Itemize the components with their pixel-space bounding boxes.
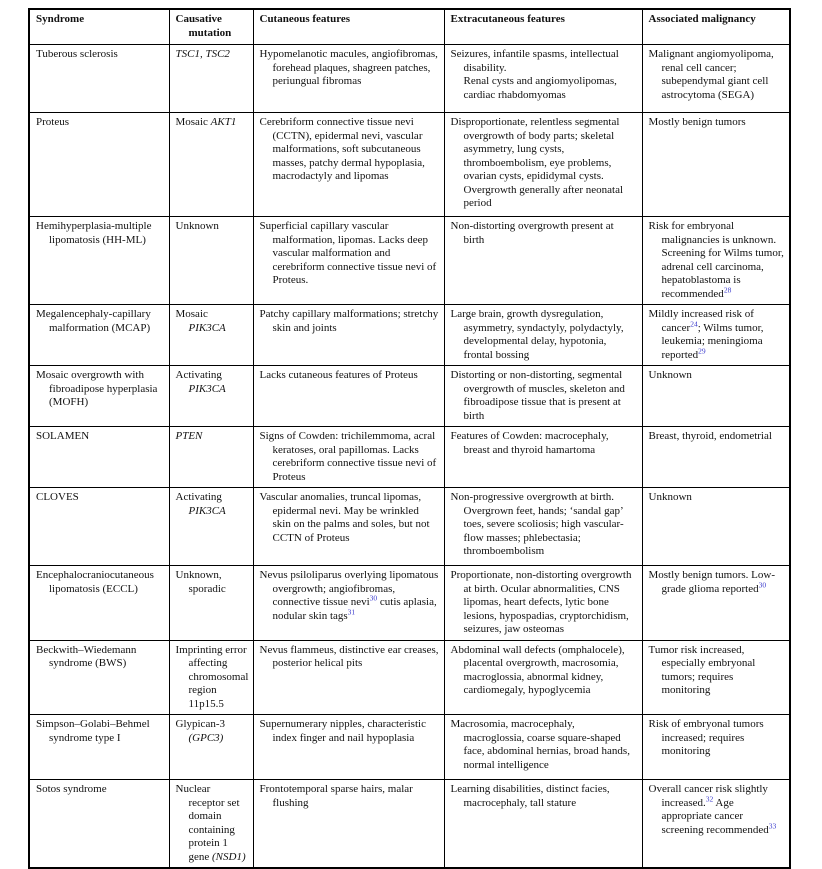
cell-malignancy [642, 566, 790, 641]
cell-mutation [169, 488, 253, 566]
cell-malignancy [642, 305, 790, 366]
cell-text: CLOVES [36, 491, 79, 503]
cell-syndrome [29, 640, 169, 715]
cell-cutaneous [253, 427, 444, 488]
cell-mutation [169, 366, 253, 427]
cell-malignancy [642, 780, 790, 869]
cell-text: Supernumerary nipples, characteristic index finger and nail hypoplasia [259, 718, 426, 744]
gene-name: PIK3CA [188, 382, 226, 395]
cell-extracutaneous [444, 566, 642, 641]
cell-cutaneous [253, 640, 444, 715]
cell-text: Nuclear receptor set domain containing protein 1 gene [175, 783, 240, 863]
cell-text: SOLAMEN [36, 430, 90, 442]
cell-text: Glypican-3 [175, 718, 225, 730]
cell-text: Simpson–Golabi–Behmel syndrome type I [36, 718, 150, 744]
table-row [29, 488, 790, 566]
cell-extracutaneous [444, 366, 642, 427]
cell-text: Overgrowth generally after neonatal period [463, 183, 624, 209]
cell-cutaneous [253, 45, 444, 113]
cell-text: Encephalocraniocutaneous lipomatosis (ECCL) [36, 569, 154, 595]
cell-text: Non-distorting overgrowth present at birth [450, 220, 614, 246]
cell-cutaneous [253, 305, 444, 366]
cell-text: ; Wilms tumor, leukemia; meningioma reported [661, 321, 764, 361]
cell-text: Mosaic overgrowth with fibroadipose hyperplasia (MOFH) [36, 369, 158, 408]
cell-mutation [169, 566, 253, 641]
cell-text: Megalencephaly-capillary malformation (MCAP) [36, 308, 151, 334]
table-row [29, 45, 790, 113]
cell-cutaneous [253, 113, 444, 217]
cell-extracutaneous [444, 780, 642, 869]
cell-text: Activating [175, 369, 222, 381]
cell-text: Overall cancer risk slightly increased. [648, 783, 768, 809]
cell-syndrome [29, 113, 169, 217]
col-header-extracutaneous-features: Extracutaneous features [444, 9, 642, 45]
cell-text: Overgrown feet, hands; ‘sandal gap’ toes, severe scoliosis; high vascular-flow masses; phlebectasia; thromboembolism [463, 504, 624, 557]
cell-text: Beckwith–Wiedemann syndrome (BWS) [36, 643, 137, 669]
cell-cutaneous [253, 366, 444, 427]
gene-name: (GPC3) [188, 731, 224, 744]
cell-mutation [169, 45, 253, 113]
citation-ref[interactable]: 24 [690, 318, 698, 328]
citation-ref[interactable]: 28 [723, 284, 732, 294]
cell-cutaneous [253, 715, 444, 780]
gene-name: (NSD1) [212, 850, 246, 863]
cell-mutation [169, 780, 253, 869]
cell-text: Patchy capillary malformations; stretchy skin and joints [259, 308, 439, 334]
cell-text: Lacks cutaneous features of Proteus [259, 369, 418, 381]
cell-text: Renal cysts and angiomyolipomas, cardiac rhabdomyomas [463, 75, 617, 101]
cell-malignancy [642, 488, 790, 566]
cell-text: Macrosomia, macrocephaly, macroglossia, coarse square-shaped face, abdominal hernias, broad hands, normal intelligence [450, 718, 630, 771]
cell-text: Mosaic [175, 116, 211, 128]
cell-text: Mildly increased risk of cancer [648, 308, 754, 334]
cell-text: Age appropriate cancer screening recommended [661, 796, 769, 836]
cell-text: Nevus psiloliparus overlying lipomatous overgrowth; angiofibromas, connective tissue nevi [259, 569, 439, 608]
cell-mutation [169, 217, 253, 305]
cell-text: Imprinting error affecting chromosomal region 11p15.5 [175, 643, 249, 710]
cell-syndrome [29, 45, 169, 113]
cell-text: Proteus [36, 116, 69, 128]
cell-text: Hemihyperplasia-multiple lipomatosis (HH-ML) [36, 220, 152, 246]
cell-text: Cerebriform connective tissue nevi (CCTN), epidermal nevi, vascular malformations, soft subcutaneous masses, patchy dermal hypoplasia, macrodactyly and lipomas [259, 116, 425, 182]
cell-text: Mosaic [175, 308, 208, 320]
cell-text: Mostly benign tumors [648, 116, 746, 128]
cell-syndrome [29, 488, 169, 566]
cell-text: Learning disabilities, distinct facies, macrocephaly, tall stature [450, 783, 610, 809]
cell-cutaneous [253, 217, 444, 305]
cell-text: Large brain, growth dysregulation, asymmetry, syndactyly, polydactyly, developmental delay, hypotonia, frontal bossing [450, 308, 624, 361]
table-row [29, 305, 790, 366]
gene-name: AKT1 [210, 116, 237, 128]
cell-text: Mostly benign tumors. Low-grade glioma reported [648, 569, 775, 595]
citation-ref[interactable]: 33 [768, 820, 777, 830]
cell-text: Hypomelanotic macules, angiofibromas, forehead plaques, shagreen patches, periungual fibromas [259, 48, 438, 87]
cell-malignancy [642, 45, 790, 113]
cell-cutaneous [253, 488, 444, 566]
gene-name: TSC1, TSC2 [175, 48, 230, 60]
cell-text: Frontotemporal sparse hairs, malar flushing [259, 783, 413, 809]
cell-text: Signs of Cowden: trichilemmoma, acral keratoses, oral papillomas. Lacks cerebriform connective tissue nevi of Proteus [259, 430, 437, 483]
syndrome-table [28, 8, 791, 869]
cell-cutaneous [253, 566, 444, 641]
gene-name: PIK3CA [188, 321, 226, 334]
cell-syndrome [29, 217, 169, 305]
cell-text: Superficial capillary vascular malformation, lipomas. Lacks deep vascular malformation and cerebriform connective tissue nevi of Proteus. [259, 220, 437, 286]
cell-malignancy [642, 715, 790, 780]
table-header [29, 9, 790, 45]
col-header-associated-malignancy: Associated malignancy [642, 9, 790, 45]
cell-text: Risk for embryonal malignancies is unknown. Screening for Wilms tumor, adrenal cell carcinoma, hepatoblastoma is recommended [648, 220, 784, 300]
gene-name: PIK3CA [188, 504, 226, 517]
cell-syndrome [29, 427, 169, 488]
cell-extracutaneous [444, 45, 642, 113]
cell-text: Proportionate, non-distorting overgrowth at birth. Ocular abnormalities, CNS lipomas, heart defects, lytic bone lesions, hypospadias, cryptorchidism, seizures, jaw osteomas [450, 569, 632, 635]
table-row [29, 640, 790, 715]
cell-text: Unknown [648, 369, 692, 381]
cell-text: Non-progressive overgrowth at birth. [450, 491, 615, 503]
cell-text: cutis aplasia, nodular skin tags [272, 596, 437, 622]
cell-malignancy [642, 640, 790, 715]
cell-text: Disproportionate, relentless segmental overgrowth of body parts; skeletal asymmetry, lung cysts, thromboembolism, eye problems, ovarian cysts, epididymal cysts. [450, 116, 620, 182]
cell-extracutaneous [444, 217, 642, 305]
citation-ref[interactable]: 30 [758, 579, 767, 589]
citation-ref[interactable]: 31 [347, 606, 356, 616]
header-row [29, 9, 790, 45]
cell-malignancy [642, 217, 790, 305]
cell-text: Tuberous sclerosis [36, 48, 118, 60]
cell-text: Activating [175, 491, 222, 503]
cell-text: Vascular anomalies, truncal lipomas, epidermal nevi. May be wrinkled skin on the palms and soles, but not CCTN of Proteus [259, 491, 430, 544]
cell-mutation [169, 640, 253, 715]
cell-extracutaneous [444, 640, 642, 715]
cell-malignancy [642, 113, 790, 217]
table-row [29, 780, 790, 869]
cell-text: Risk of embryonal tumors increased; requires monitoring [648, 718, 764, 757]
cell-text: Distorting or non-distorting, segmental overgrowth of muscles, skeleton and fibroadipose tissue that is present at birth [450, 369, 625, 422]
cell-extracutaneous [444, 305, 642, 366]
cell-text: Tumor risk increased, especially embryonal tumors; requires monitoring [648, 643, 756, 696]
cell-syndrome [29, 715, 169, 780]
table-row [29, 427, 790, 488]
cell-text: Seizures, infantile spasms, intellectual disability. [450, 48, 619, 74]
cell-extracutaneous [444, 715, 642, 780]
table-row [29, 715, 790, 780]
cell-text: Nevus flammeus, distinctive ear creases, posterior helical pits [259, 643, 439, 669]
syndrome-table-container [28, 8, 791, 869]
cell-mutation [169, 427, 253, 488]
col-header-causative-mutation: Causative mutation [169, 9, 253, 45]
col-header-cutaneous-features: Cutaneous features [253, 9, 444, 45]
cell-mutation [169, 113, 253, 217]
cell-syndrome [29, 566, 169, 641]
cell-text: Unknown [175, 220, 219, 232]
cell-text: Abdominal wall defects (omphalocele), placental overgrowth, macrosomia, macroglossia, abnormal kidney, cardiomegaly, hypoglycemia [450, 643, 625, 696]
col-header-syndrome: Syndrome [29, 9, 169, 45]
citation-ref[interactable]: 32 [705, 793, 714, 803]
cell-extracutaneous [444, 488, 642, 566]
cell-text: Features of Cowden: macrocephaly, breast and thyroid hamartoma [450, 430, 609, 456]
cell-text: Unknown [648, 491, 692, 503]
cell-malignancy [642, 427, 790, 488]
cell-syndrome [29, 780, 169, 869]
cell-syndrome [29, 305, 169, 366]
table-body [29, 45, 790, 869]
cell-text: Sotos syndrome [36, 783, 107, 795]
cell-text: Unknown, sporadic [175, 569, 226, 595]
citation-ref[interactable]: 30 [369, 593, 378, 603]
table-row [29, 217, 790, 305]
cell-syndrome [29, 366, 169, 427]
cell-text: Malignant angiomyolipoma, renal cell cancer; subependymal giant cell astrocytoma (SEGA) [648, 48, 774, 101]
cell-mutation [169, 715, 253, 780]
table-row [29, 113, 790, 217]
table-row [29, 566, 790, 641]
cell-cutaneous [253, 780, 444, 869]
cell-malignancy [642, 366, 790, 427]
cell-mutation [169, 305, 253, 366]
cell-extracutaneous [444, 113, 642, 217]
citation-ref[interactable]: 29 [698, 345, 706, 355]
gene-name: PTEN [175, 430, 203, 442]
table-row [29, 366, 790, 427]
cell-extracutaneous [444, 427, 642, 488]
cell-text: Breast, thyroid, endometrial [648, 430, 772, 442]
